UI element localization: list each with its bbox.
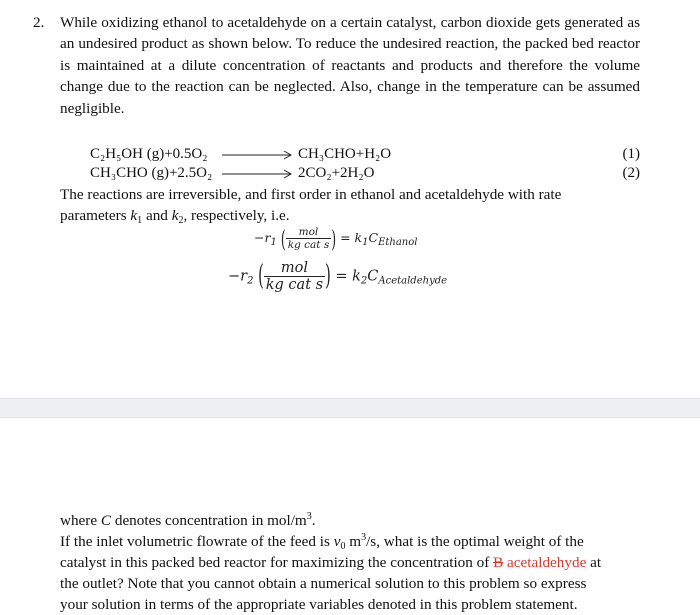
reaction-1-reactants: C₂H₅OH (g)+0.5O₂ <box>90 146 208 162</box>
rate-equation-1: $-r_1$ ( $\frac{\text{mol}}{\text{kg cat s}}$ ) = $k_1C_{Ethanol}$ <box>254 224 418 253</box>
reaction-1-number: (1) <box>622 146 640 162</box>
reaction-2-products: 2CO₂+2H₂O <box>298 165 375 181</box>
reaction-2-number: (2) <box>622 165 640 181</box>
page-break-divider <box>0 398 700 418</box>
problem-intro-paragraph: While oxidizing ethanol to acetaldehyde on a certain catalyst, carbon dioxide gets generated as an undesired product as shown below. To reduce the undesired reaction, the packed bed reactor is maintained at a dilute concentration of reactants and products and therefore the volume change due to the reaction can be neglected. Also, change in the temperature can be assumed negligible. <box>60 14 640 117</box>
reaction-1 <box>90 146 640 166</box>
reaction-2-reactants: CH₃CHO (g)+2.5O₂ <box>90 165 213 181</box>
rates-description: The reactions are irreversible, and first order in ethanol and acetaldehyde with rate parameters $k_1$ and $k_2$, respectively, i.e. <box>60 186 562 227</box>
problem-question-paragraph: where C denotes concentration in mol/$m^3$. If the inlet volumetric flowrate of the feed is $v_0$ $m^3/s$, what is the optimal weight of the catalyst in this packed bed reactor for maximizing the concentration of B acetaldehyde at the outlet? Note that you cannot obtain a numerical solution to this problem so express your solution in terms of the appropriate variables denoted in this problem statement. <box>60 511 602 613</box>
struck-text: B <box>493 554 504 571</box>
reaction-arrow-icon <box>222 147 294 163</box>
question-number: 2. <box>33 14 45 31</box>
reaction-1-products: CH₃CHO+H₂O <box>298 146 392 162</box>
reaction-2 <box>90 165 640 185</box>
rate-equation-2: $-r_2$ ( $\frac{\text{mol}}{\text{kg cat s}}$ ) = $k_2C_{Acetaldehyde}$ <box>228 260 448 293</box>
reaction-arrow-icon <box>222 166 294 182</box>
highlighted-text: acetaldehyde <box>503 554 587 571</box>
